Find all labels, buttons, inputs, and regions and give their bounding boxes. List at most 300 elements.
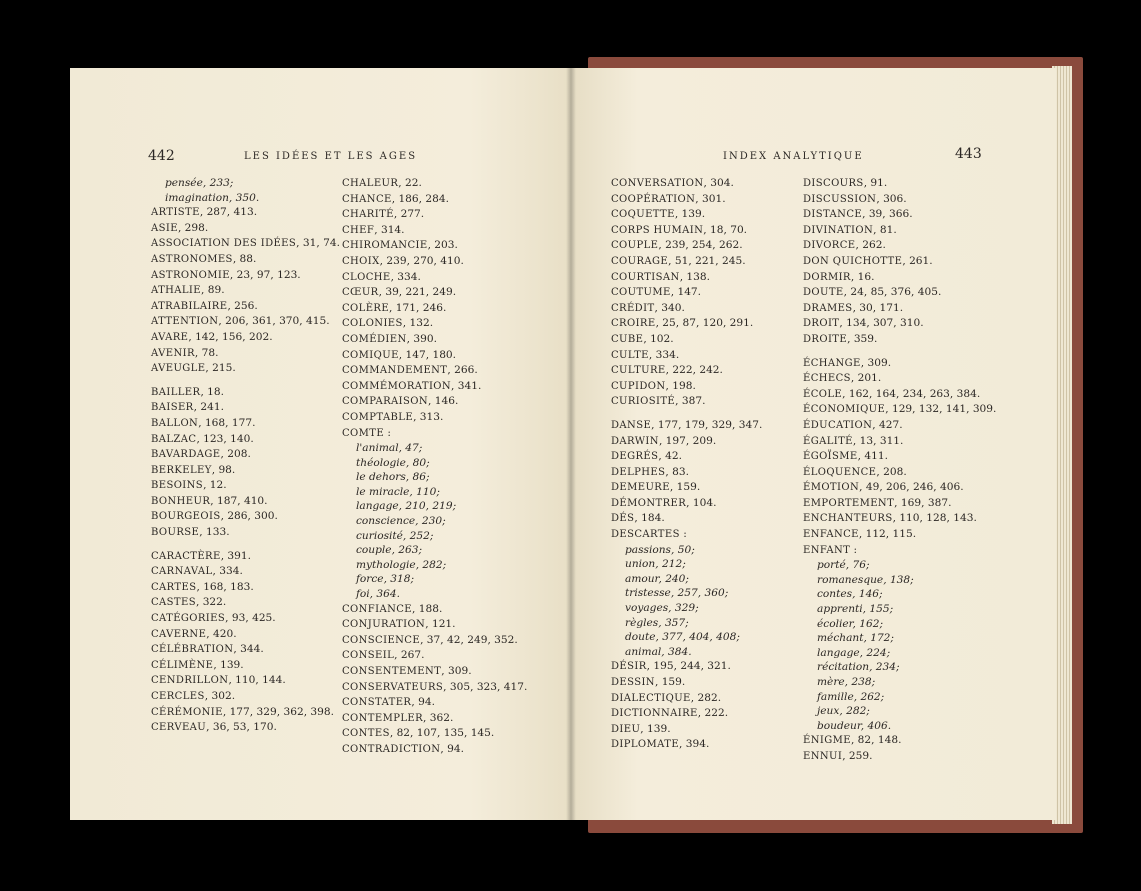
index-term: COMÉDIEN [342,333,407,345]
index-entry [611,691,796,707]
index-pages: , 82, 107, 135, 145. [389,727,495,740]
index-pages: , 39, 221, 249. [378,286,457,299]
index-term: CERVEAU [151,722,207,734]
index-entry [151,432,336,448]
index-entry [342,617,527,633]
book-gutter [566,68,576,820]
index-term: CONVERSATION [611,178,704,189]
index-pages: , 81. [873,223,897,236]
index-term: CENDRILLON [151,675,229,687]
index-term: CATÉGORIES [151,613,226,625]
index-entry [803,238,988,254]
index-pages: , 22. [398,177,422,189]
index-term: CHANCE [342,193,392,205]
index-term: DICTIONNAIRE [611,708,698,720]
index-pages: , 195, 244, 321. [646,660,731,673]
index-term: CHARITÉ [342,209,394,221]
index-entry [803,733,988,749]
index-pages: , 298. [177,221,209,234]
index-term: COMMANDEMENT [342,365,448,377]
index-entry [803,749,988,765]
index-pages: , 334. [390,270,421,283]
index-entry [611,285,796,301]
index-pages: , 82, 148. [850,734,902,747]
index-term: EMPORTEMENT [803,497,895,509]
index-pages: , 147, 180. [398,348,457,361]
index-term: COQUETTE [611,209,675,221]
index-pages: , 309. [441,665,472,677]
index-pages: , 394. [679,738,710,751]
index-pages: , 177, 179, 329, 347. [651,418,763,431]
index-term: CUPIDON [611,380,666,392]
index-term: DEGRÉS [611,451,659,463]
index-entry [342,301,527,317]
index-term: CASTES [151,597,196,609]
index-term: DESCARTES [611,529,680,541]
index-pages: , 139. [640,722,671,735]
index-entry [803,387,988,403]
index-term: ATHALIE [151,285,201,297]
index-pages: , 83. [665,465,689,478]
index-pages: , 12. [203,479,227,492]
index-entry [611,722,796,738]
index-term: ÉNIGME [803,735,851,747]
index-pages: , 177, 329, 362, 398. [222,705,335,718]
index-term: BONHEUR [151,495,211,507]
index-pages: , 147. [670,286,702,299]
index-term: ENFANCE [803,529,859,541]
index-entry [611,332,796,348]
index-pages: , 420. [206,627,237,640]
index-entry [151,564,336,580]
index-entry [151,595,336,611]
index-entry [151,447,336,463]
index-term: ÉMOTION [803,482,860,494]
index-pages: , 51, 221, 245. [668,254,746,267]
index-pages: , 239, 254, 262. [658,239,743,252]
index-subentry: voyages, 329; [625,602,699,615]
index-entry [611,223,796,239]
index-pages: , 387. [675,395,706,408]
index-pages: , 187, 410. [210,494,268,507]
index-entry [342,363,527,379]
index-entry [342,602,527,618]
index-subentry: tristesse, 257, 360; [625,587,729,600]
index-pages: , 42. [658,450,682,463]
index-term: DELPHES [611,466,666,478]
index-entry [342,379,527,395]
index-pages: , 359. [847,332,878,345]
index-pages: , 259. [842,749,873,762]
index-term: DISCOURS [803,178,864,189]
index-entry [151,268,336,284]
index-entry [803,332,988,348]
index-term: ÉLOQUENCE [803,466,877,478]
index-subentry: le dehors, 86; [356,471,430,484]
index-entry [803,270,988,286]
index-entry [611,270,796,286]
index-pages: , 201. [850,372,882,385]
index-pages: , 139. [213,658,244,671]
index-pages: , 31, 74. [296,237,340,250]
index-term: CAVERNE [151,628,207,640]
index-term: CONSERVATEURS [342,681,444,693]
index-column [151,176,340,736]
index-pages: , 25, 87, 120, 291. [655,317,754,330]
index-subentry: amour, 240; [625,572,689,585]
index-entry [611,379,796,395]
index-entry [151,658,336,674]
index-entry [803,402,997,418]
index-entry [151,346,336,362]
index-entry [803,285,988,301]
index-subentry: mythologie, 282; [356,558,447,571]
index-term: CÉLÉBRATION [151,644,234,656]
index-pages: , 334. [212,565,243,578]
index-term: AVEUGLE [151,363,206,375]
index-subentry: jeux, 282; [817,705,870,718]
index-term: BAILLER [151,386,201,398]
index-entry [151,611,336,627]
index-term: BOURGEOIS [151,511,221,523]
index-pages: , 110, 128, 143. [892,512,977,525]
index-pages: , 110, 144. [228,674,286,687]
index-pages: , 186, 284. [391,192,449,205]
index-pages: , 277. [393,208,425,221]
index-pages: , 89. [200,284,225,297]
index-entry [611,449,796,465]
index-pages: , 301. [695,192,726,205]
index-term: ATRABILAIRE [151,300,228,312]
index-pages: , 302. [204,690,236,702]
index-entry [611,659,796,675]
index-entry [611,394,796,410]
index-pages: , 93, 425. [225,612,276,625]
index-pages: , 261. [902,254,933,267]
index-term: CHIROMANCIE [342,240,428,252]
index-pages: , 322. [195,596,227,609]
index-entry [151,330,336,346]
index-pages: , 427. [872,418,903,431]
index-term: ASIE [151,222,178,234]
index-term: CÉRÉMONIE [151,706,223,718]
index-pages: , 267. [394,649,425,662]
index-column [803,176,997,765]
index-subentry: mère, 238; [817,676,876,688]
index-term: CUBE [611,333,644,345]
index-pages: , 282. [690,691,722,704]
index-entry [611,434,796,450]
index-entry [151,642,336,658]
index-pages: , 341. [451,379,482,392]
index-term: DISTANCE [803,209,863,221]
index-term: DANSE [611,419,652,431]
index-entry [611,511,796,527]
section-gap [803,348,988,356]
index-term: COUPLE [611,240,659,252]
index-pages: , 104. [686,496,717,509]
index-entry [803,465,988,481]
index-term: CŒUR [342,287,379,299]
index-term: CULTE [611,349,649,361]
index-entry [803,434,988,450]
index-entry [611,737,796,753]
index-entry [342,348,527,364]
index-entry [151,205,336,221]
index-pages: , 362. [423,711,454,724]
index-pages: , 340. [654,301,685,314]
index-term: ÉDUCATION [803,419,873,431]
index-entry [342,695,527,711]
index-term: CULTURE [611,365,666,377]
index-pages: , 98. [211,463,236,476]
index-pages: : [850,543,858,556]
index-pages: , 39, 366. [862,208,913,221]
index-pages: , 305, 323, 417. [443,680,528,693]
index-term: CROIRE [611,318,656,330]
index-entry [151,580,336,596]
index-pages: , 169, 387. [894,496,952,509]
index-pages: , 146. [428,395,459,408]
index-entry [342,316,527,332]
index-pages: , 198. [665,379,696,392]
index-pages: , 314. [374,223,405,236]
index-term: DIEU [611,723,641,735]
index-entry [151,463,336,479]
index-entry [151,299,336,315]
index-entry [151,221,336,237]
index-entry [803,207,988,223]
index-column [611,176,796,753]
index-pages: , 334. [648,348,680,361]
index-entry [803,356,988,372]
index-entry [342,238,527,254]
index-term: DIVORCE [803,240,856,252]
index-subentry: contes, 146; [817,588,883,601]
index-entry [342,192,527,208]
index-term: CONSCIENCE [342,634,421,646]
index-term: CONSENTEMENT [342,666,442,677]
index-term: CURIOSITÉ [611,396,676,408]
index-pages: , 306. [876,192,907,205]
index-entry [611,238,796,254]
index-term: ÉCHECS [803,373,851,385]
index-term: DIVINATION [803,224,874,236]
index-subentry: imagination, 350. [165,191,260,204]
index-entry [342,680,527,696]
index-pages: , 139. [674,208,706,221]
index-term: COURAGE [611,255,669,267]
index-entry [151,236,340,252]
index-term: DESSIN [611,677,655,688]
index-subentry: doute, 377, 404, 408; [625,631,740,644]
section-gap [151,541,336,549]
index-pages: , 162, 164, 234, 263, 384. [842,387,981,400]
index-entry [342,742,527,758]
index-subentry: théologie, 80; [356,456,430,469]
index-pages: , 94. [411,696,435,709]
index-pages: : [384,426,391,439]
index-subentry: récitation, 234; [817,661,900,674]
index-term: DÉS [611,513,635,525]
index-term: ENFANT [803,544,851,556]
index-pages: , 159. [654,676,686,688]
index-pages: , 256. [227,299,258,312]
index-term: ASSOCIATION DES IDÉES [151,238,297,250]
index-pages: , 49, 206, 246, 406. [859,481,964,494]
index-pages: , 91. [863,177,888,189]
index-subentry: famille, 262; [817,690,885,703]
index-pages: , 391. [220,549,252,562]
index-term: CONSTATER [342,697,412,709]
index-entry [611,363,796,379]
index-entry [151,361,336,377]
index-entry [611,207,796,223]
index-entry [611,254,796,270]
index-pages: , 159. [669,481,701,494]
index-subentry: écolier, 162; [817,617,884,630]
index-entry [611,192,796,208]
index-term: DRAMES [803,302,853,314]
index-pages: , 222. [697,707,729,720]
index-term: CONFIANCE [342,603,413,615]
index-term: CÉLIMÈNE [151,659,214,671]
index-term: CONJURATION [342,619,426,631]
index-pages: , 102. [643,332,674,345]
index-subentry: langage, 210, 219; [356,500,457,513]
index-pages: , 13, 311. [852,434,904,447]
index-pages: , 16. [850,270,875,283]
index-pages: , 266. [447,364,478,377]
index-entry [151,314,336,330]
page-number: 442 [148,148,175,164]
index-pages: , 133. [199,526,230,539]
index-term: AVARE [151,331,189,343]
index-pages: , 129, 132, 141, 309. [885,403,997,416]
index-term: CONTEMPLER [342,712,424,724]
index-pages: , 123, 140. [196,432,254,445]
index-term: DORMIR [803,271,851,283]
index-entry [611,706,796,722]
index-entry [803,480,988,496]
index-subentry: pensée, 233; [165,177,234,189]
index-term: COMPARAISON [342,396,429,408]
index-term: ÉCOLE [803,388,843,400]
index-entry [342,207,527,223]
index-term: BALZAC [151,433,197,445]
index-pages: , 262. [855,239,886,252]
index-pages: , 208. [876,465,907,478]
index-term: DOUTE [803,287,844,299]
index-term: BESOINS [151,480,204,492]
index-entry [151,525,336,541]
index-pages: , 18. [200,385,225,398]
index-entry [342,426,527,442]
index-pages: , 36, 53, 170. [206,721,277,734]
index-pages: , 23, 97, 123. [229,268,301,281]
index-pages: , 313. [413,410,444,423]
index-pages: , 287, 413. [199,206,258,219]
index-pages: , 188. [412,602,443,615]
index-entry [151,494,336,510]
index-entry [342,254,527,270]
index-term: BERKELEY [151,464,212,476]
index-term: DARWIN [611,435,659,447]
index-entry [611,480,796,496]
index-term: DIALECTIQUE [611,692,691,704]
index-term: ÉGOÏSME [803,451,858,463]
index-entry [611,316,796,332]
index-subentry: foi, 364. [356,588,401,601]
index-entry [151,400,336,416]
index-term: ÉGALITÉ [803,435,853,447]
index-entry [803,223,988,239]
index-pages: , 18, 70. [703,223,748,236]
index-term: DROITE [803,333,848,345]
index-pages: , 184. [634,512,665,525]
index-subentry: conscience, 230; [356,515,446,528]
index-entry [151,385,336,401]
index-entry [342,711,527,727]
index-pages: , 344. [233,643,264,656]
index-term: ASTRONOMES [151,253,233,265]
index-pages: , 132. [402,317,434,330]
section-gap [151,377,336,385]
index-term: COOPÉRATION [611,193,696,205]
index-entry [342,394,527,410]
index-term: DÉMONTRER [611,497,687,509]
index-term: CHALEUR [342,178,399,189]
index-subentry: boudeur, 406. [817,719,892,732]
index-entry [151,720,336,736]
index-term: ÉCHANGE [803,357,861,369]
index-term: ÉCONOMIQUE [803,404,886,416]
index-entry [611,496,796,512]
index-term: ASTRONOMIE [151,269,230,281]
index-term: COMTE [342,427,385,439]
index-entry [342,633,527,649]
index-pages: , 94. [440,742,465,755]
index-entry [803,316,988,332]
index-pages: , 78. [194,346,219,359]
index-subentry: le miracle, 110; [356,485,440,498]
index-pages: , 390. [406,332,437,345]
index-entry [151,705,336,721]
page-number: 443 [955,146,982,162]
index-term: CHOIX [342,255,380,267]
index-entry [611,418,796,434]
index-subentry: passions, 50; [625,543,695,556]
index-subentry: méchant, 172; [817,632,894,645]
index-pages: , 168, 177. [198,416,256,429]
index-entry [151,549,336,565]
index-subentry: porté, 76; [817,559,870,572]
right-page [570,68,1056,820]
index-term: CLOCHE [342,271,391,283]
index-pages: , 203. [427,239,458,252]
index-subentry: apprenti, 155; [817,603,894,616]
index-subentry: romanesque, 138; [817,573,914,586]
index-entry [803,527,988,543]
index-term: CARNAVAL [151,566,213,578]
index-subentry: l'animal, 47; [356,442,423,455]
index-pages: , 138. [679,270,711,283]
index-term: COLONIES [342,318,403,330]
index-subentry: règles, 357; [625,616,689,629]
index-term: COUTUME [611,287,671,299]
index-entry [151,283,336,299]
index-entry [611,176,796,192]
